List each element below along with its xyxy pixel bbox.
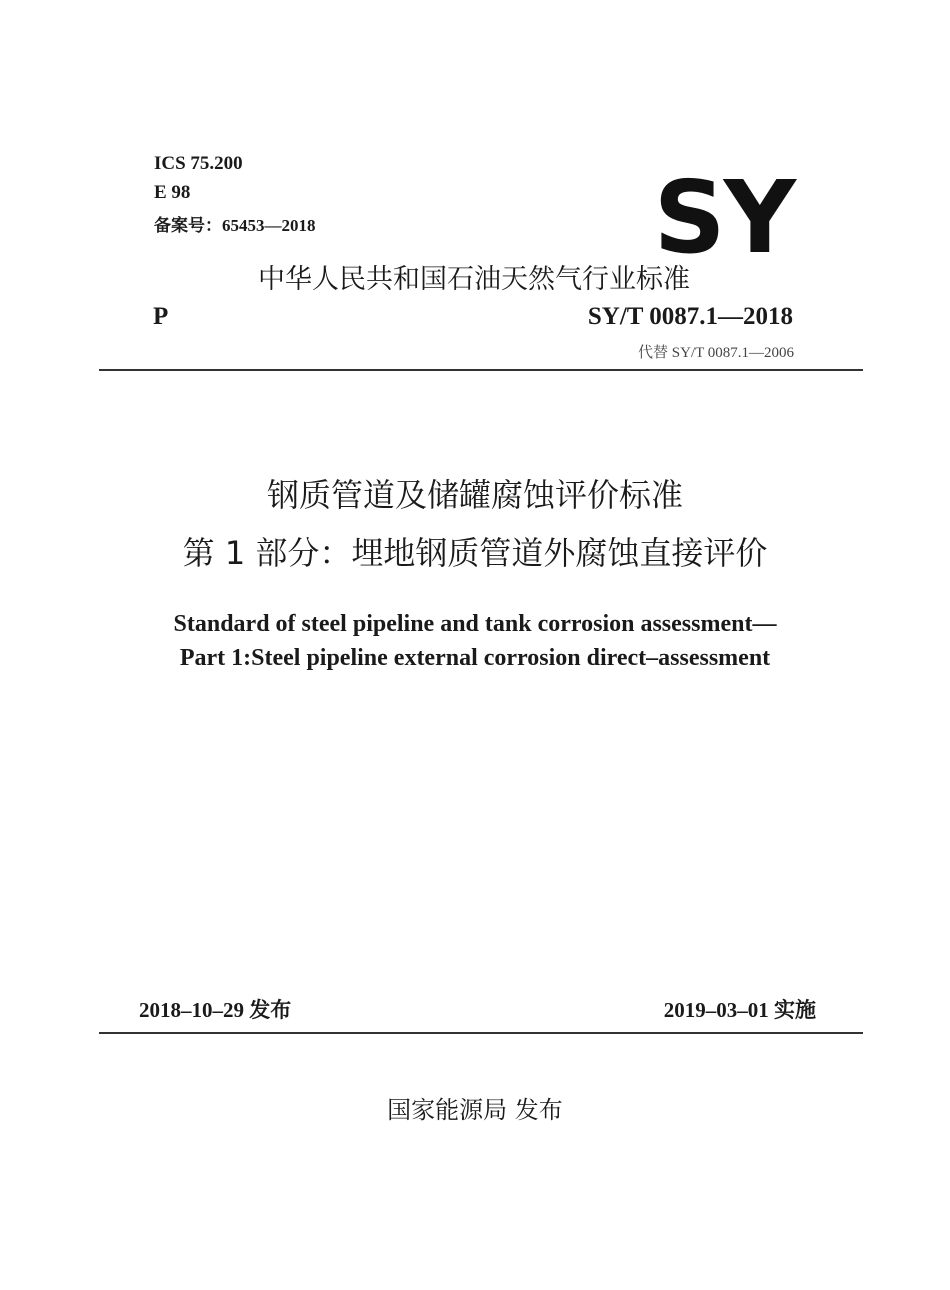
title-english-line2: Part 1:Steel pipeline external corrosion direct–assessment <box>179 645 771 671</box>
ics-code: ICS 75.200 <box>154 153 243 174</box>
standard-number: SY/T 0087.1—2018 <box>587 303 793 330</box>
title-chinese-line1: 钢质管道及储罐腐蚀评价标准 <box>266 476 683 514</box>
bottom-divider <box>99 1032 863 1034</box>
industry-standard-heading <box>0 257 950 296</box>
publisher: 国家能源局 发布 <box>387 1096 563 1124</box>
sy-logo: SY <box>653 159 794 276</box>
implementation-date: 2019–03–01 实施 <box>663 998 816 1022</box>
filing-number: 备案号：65453—2018 <box>154 216 316 235</box>
category-letter: P <box>153 303 169 330</box>
issue-date: 2018–10–29 发布 <box>139 998 292 1022</box>
top-divider <box>99 369 863 371</box>
industry-standard-text: 中华人民共和国石油天然气行业标准 <box>258 264 690 295</box>
classification-code: E 98 <box>154 182 191 203</box>
title-chinese-line2: 第 1 部分：埋地钢质管道外腐蚀直接评价 <box>182 534 768 572</box>
title-english-line1: Standard of steel pipeline and tank corrosion assessment— <box>173 611 777 637</box>
replaces-standard: 代替 SY/T 0087.1—2006 <box>638 345 794 361</box>
